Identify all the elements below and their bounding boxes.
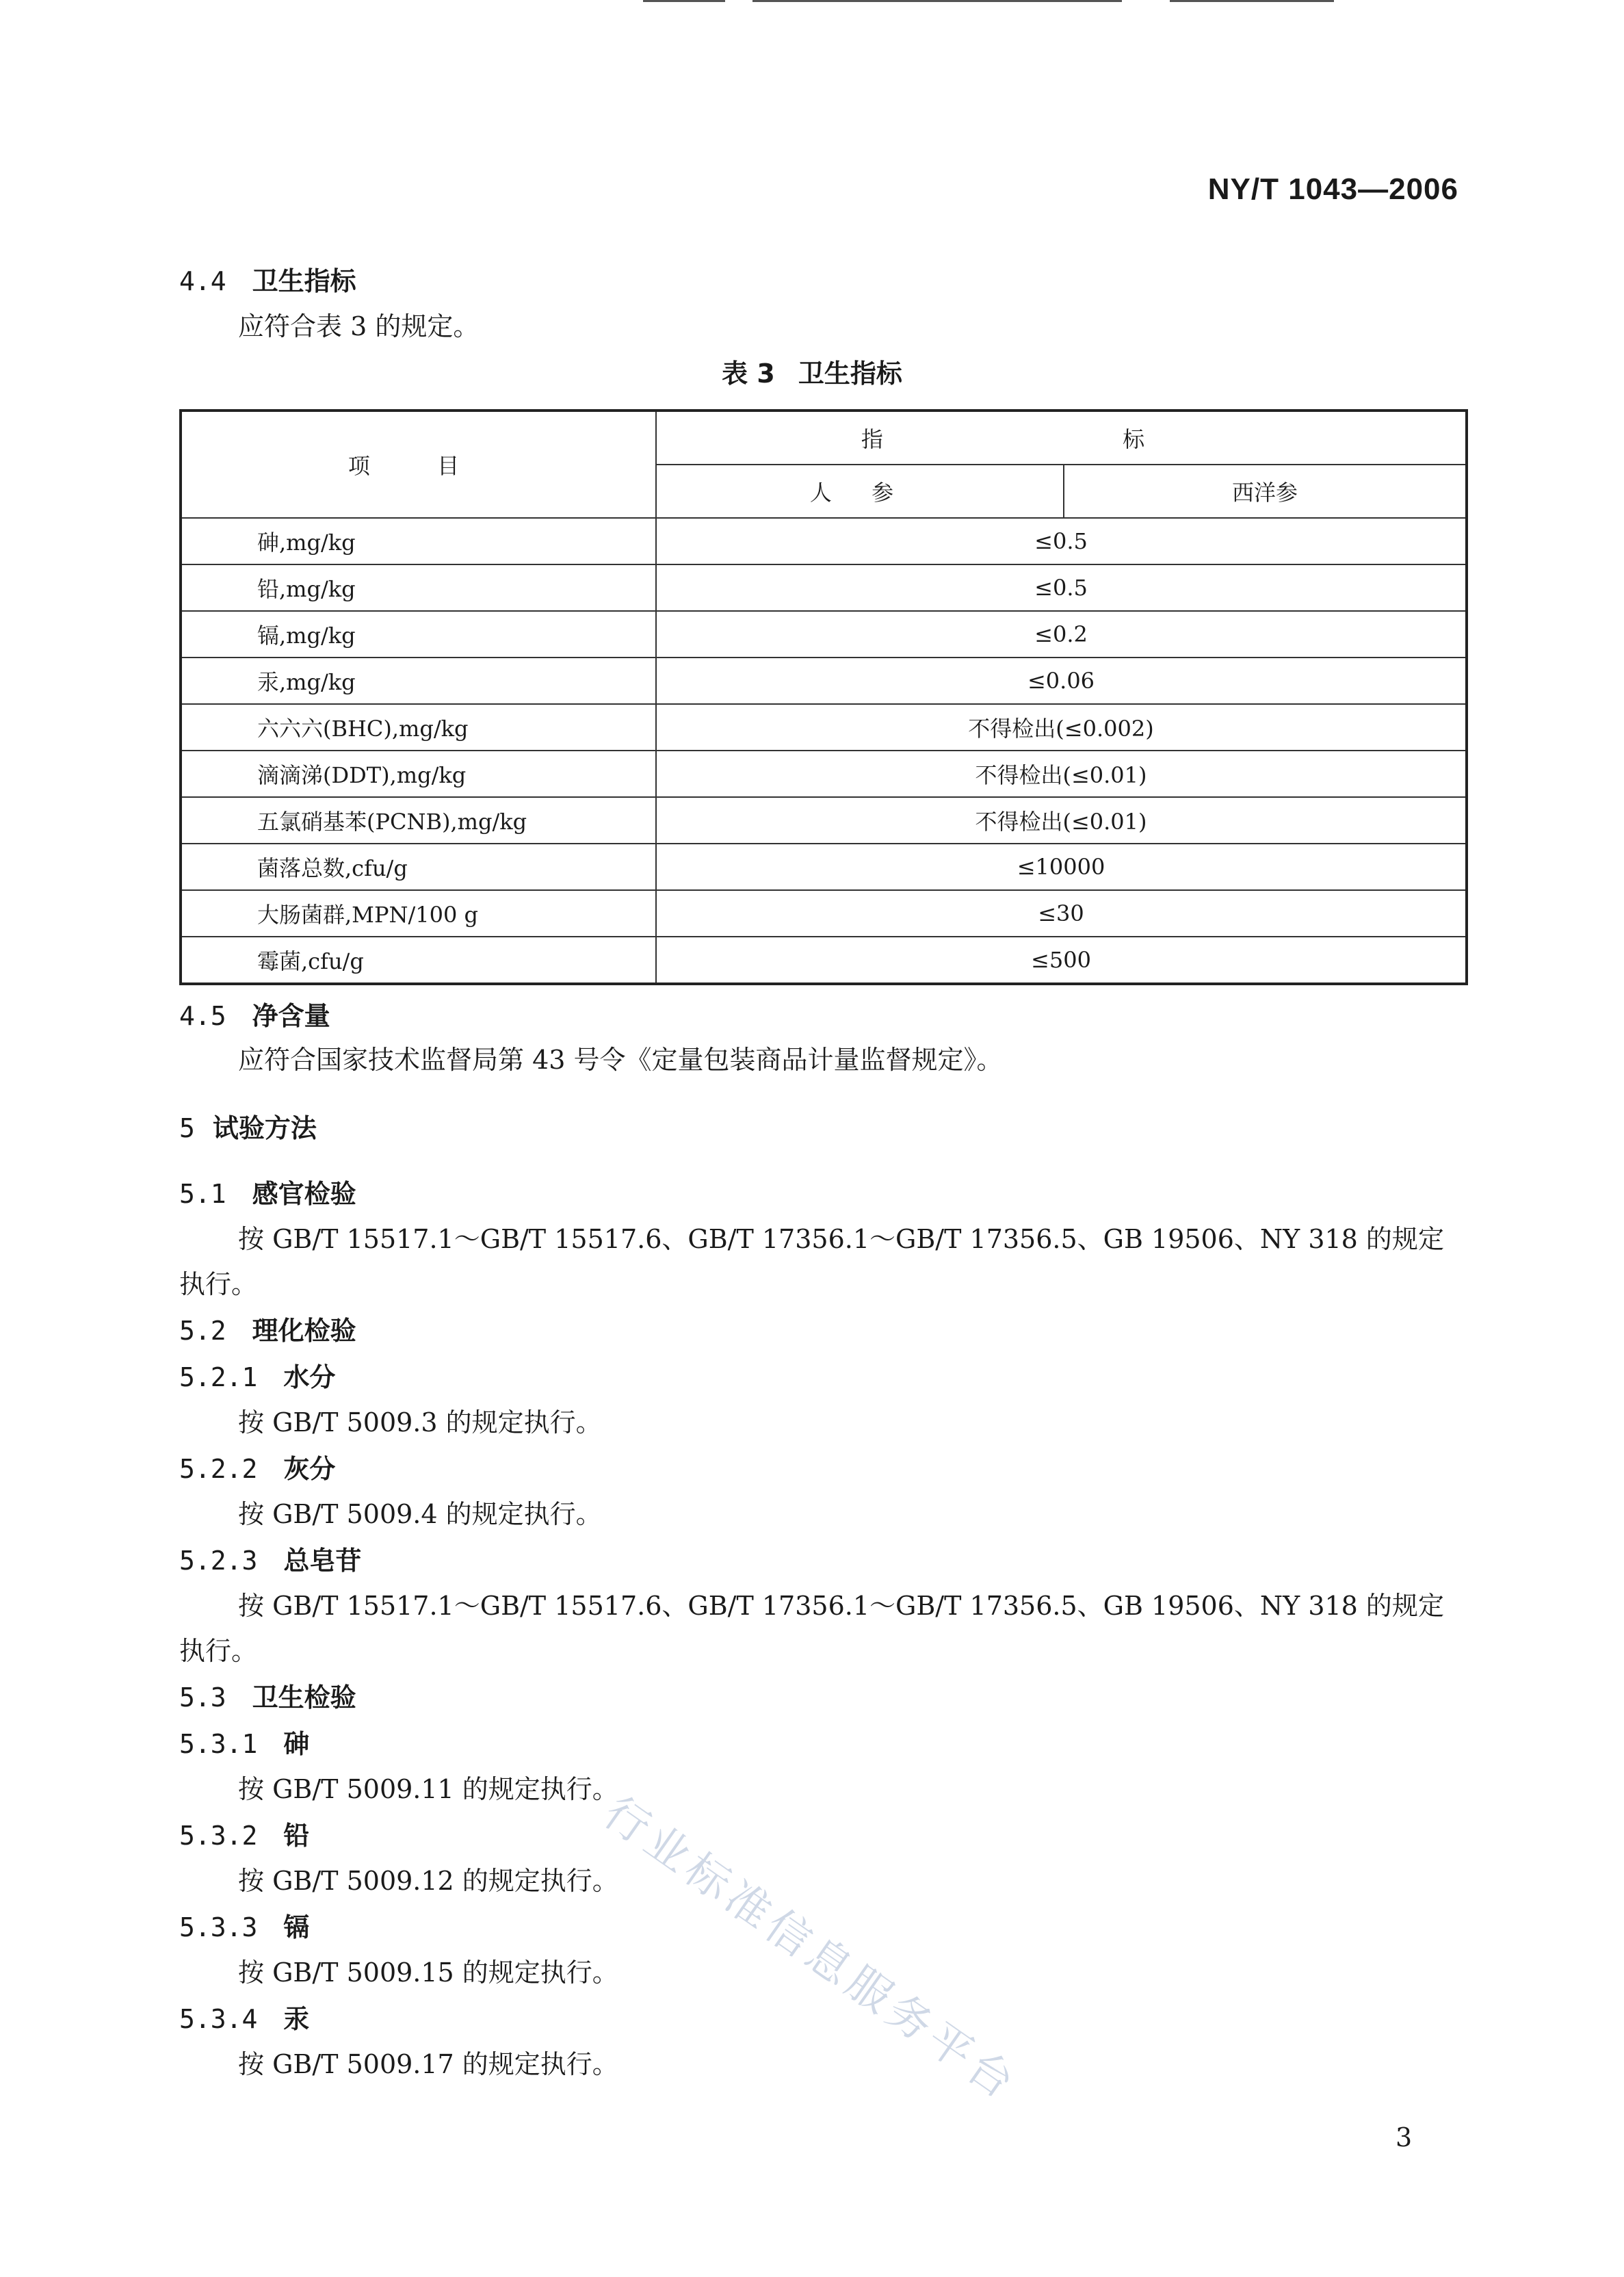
table-cell-item: 六六六(BHC),mg/kg [181, 704, 656, 751]
section-title: 镉 [283, 1912, 310, 1942]
section-number: 5.2 [179, 1316, 226, 1346]
section-title: 水分 [283, 1362, 336, 1392]
table-cell-value: 不得检出(≤0.01) [656, 797, 1467, 844]
section-number: 5.1 [179, 1179, 226, 1209]
table-cell-value: 不得检出(≤0.01) [656, 751, 1467, 797]
section-number: 5.2.3 [179, 1546, 258, 1576]
table-cell-item: 五氯硝基苯(PCNB),mg/kg [181, 797, 656, 844]
section-number: 5.3.4 [179, 2004, 258, 2034]
table-cell-value: ≤0.5 [656, 518, 1467, 564]
table-caption-title: 卫生指标 [798, 359, 902, 389]
scan-rule [1170, 0, 1334, 2]
section-number: 5.3 [179, 1682, 226, 1713]
section-heading [179, 260, 356, 298]
document-code: NY/T 1043—2006 [1207, 172, 1458, 206]
table-row [181, 518, 1467, 564]
table-cell-value: ≤30 [656, 890, 1467, 937]
section-number: 5 [179, 1113, 195, 1143]
table-cell-value: ≤0.2 [656, 611, 1467, 658]
table-cell-value: ≤500 [656, 937, 1467, 984]
table-caption-number: 表 3 [722, 359, 775, 389]
hygiene-index-table [179, 409, 1468, 985]
subsection-heading [179, 1906, 309, 1944]
table-row [181, 937, 1467, 984]
table-row [181, 797, 1467, 844]
table-row [181, 844, 1467, 890]
paragraph: 按 GB/T 5009.11 的规定执行。 [238, 1774, 618, 1804]
paragraph: 按 GB/T 5009.3 的规定执行。 [238, 1407, 602, 1437]
table-cell-value: ≤0.06 [656, 658, 1467, 704]
section-title: 砷 [283, 1729, 310, 1759]
subsection-heading [179, 1539, 361, 1577]
section-number: 4.5 [179, 1001, 226, 1031]
chapter-heading [179, 1107, 317, 1145]
section-title: 净含量 [252, 1001, 330, 1031]
section-number: 5.3.3 [179, 1912, 258, 1942]
section-title: 理化检验 [252, 1316, 356, 1346]
section-heading [179, 1676, 356, 1714]
section-title: 汞 [283, 2004, 310, 2034]
subsection-heading [179, 1998, 309, 2035]
subsection-heading [179, 1814, 309, 1852]
table-caption [0, 352, 1624, 390]
table-cell-item: 镉,mg/kg [181, 611, 656, 658]
paragraph: 按 GB/T 5009.15 的规定执行。 [238, 1957, 618, 1988]
table-row [181, 704, 1467, 751]
table-cell-item: 汞,mg/kg [181, 658, 656, 704]
table-header-ginseng: 人 参 [656, 465, 1064, 518]
section-title: 灰分 [283, 1454, 336, 1484]
section-number: 5.2.1 [179, 1362, 258, 1392]
table-cell-value: 不得检出(≤0.002) [656, 704, 1467, 751]
table-row [181, 611, 1467, 658]
paragraph-continuation: 执行。 [179, 1636, 258, 1666]
table-cell-item: 菌落总数,cfu/g [181, 844, 656, 890]
section-title: 总皂苷 [283, 1546, 362, 1576]
section-number: 4.4 [179, 266, 226, 296]
section-heading [179, 1173, 356, 1210]
table-cell-value: ≤10000 [656, 844, 1467, 890]
table-header-american-ginseng: 西洋参 [1064, 465, 1467, 518]
scan-rule [752, 0, 1122, 2]
paragraph: 应符合国家技术监督局第 43 号令《定量包装商品计量监督规定》。 [238, 1045, 1003, 1075]
paragraph-continuation: 执行。 [179, 1269, 258, 1299]
table-row [181, 751, 1467, 797]
paragraph: 按 GB/T 15517.1～GB/T 15517.6、GB/T 17356.1～GB/T 17356.5、GB 19506、NY 318 的规定 [238, 1591, 1444, 1621]
table-header-item: 项 目 [181, 411, 656, 518]
paragraph: 按 GB/T 5009.17 的规定执行。 [238, 2049, 618, 2079]
subsection-heading [179, 1356, 335, 1394]
section-heading [179, 1310, 356, 1347]
section-title: 铅 [283, 1821, 310, 1851]
table-cell-value: ≤0.5 [656, 564, 1467, 611]
section-title: 感官检验 [252, 1179, 356, 1209]
table-cell-item: 大肠菌群,MPN/100 g [181, 890, 656, 937]
section-title: 试验方法 [212, 1113, 317, 1143]
section-heading [179, 995, 330, 1032]
section-number: 5.3.2 [179, 1821, 258, 1851]
paragraph: 按 GB/T 15517.1～GB/T 15517.6、GB/T 17356.1～GB/T 17356.5、GB 19506、NY 318 的规定 [238, 1224, 1444, 1254]
section-number: 5.3.1 [179, 1729, 258, 1759]
table-cell-item: 滴滴涕(DDT),mg/kg [181, 751, 656, 797]
subsection-heading [179, 1448, 335, 1485]
paragraph: 按 GB/T 5009.12 的规定执行。 [238, 1866, 618, 1896]
table-cell-item: 砷,mg/kg [181, 518, 656, 564]
table-row [181, 564, 1467, 611]
paragraph: 按 GB/T 5009.4 的规定执行。 [238, 1499, 602, 1529]
section-title: 卫生指标 [252, 266, 356, 296]
table-header-index: 指 标 [656, 411, 1467, 465]
paragraph: 应符合表 3 的规定。 [238, 311, 480, 341]
page-number: 3 [1396, 2122, 1413, 2152]
table-row [181, 890, 1467, 937]
section-title: 卫生检验 [252, 1682, 356, 1713]
table-row [181, 658, 1467, 704]
subsection-heading [179, 1723, 309, 1760]
scan-rule [643, 0, 725, 2]
watermark: 行业标准信息服务平台 [594, 1787, 1027, 2111]
section-number: 5.2.2 [179, 1454, 258, 1484]
table-cell-item: 铅,mg/kg [181, 564, 656, 611]
table-cell-item: 霉菌,cfu/g [181, 937, 656, 984]
